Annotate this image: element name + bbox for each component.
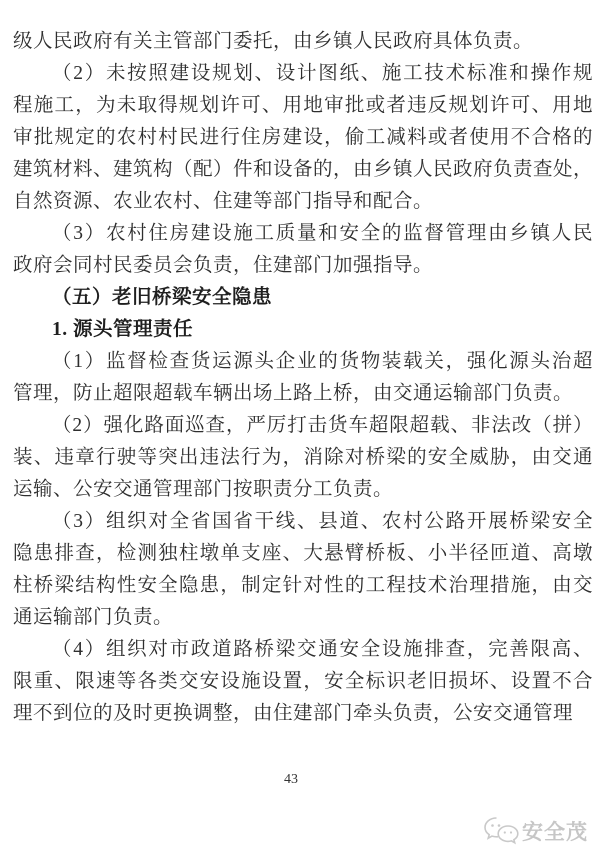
watermark-label: 安全茂 (522, 821, 588, 844)
document-line: 通运输部门负责。 (13, 607, 174, 628)
section-heading: （五）老旧桥梁安全隐患 (52, 287, 273, 308)
page-number: 43 (284, 772, 298, 787)
document-line: （3）农村住房建设施工质量和安全的监督管理由乡镇人民 (52, 223, 593, 244)
sub-heading: 1. 源头管理责任 (52, 319, 194, 340)
document-line: （2）强化路面巡查，严厉打击货车超限超载、非法改（拼） (52, 415, 593, 436)
document-line: （1）监督检查货运源头企业的货物装载关，强化源头治超 (52, 351, 593, 372)
document-line: 审批规定的农村村民进行住房建设，偷工减料或者使用不合格的 (13, 127, 593, 148)
document-line: 运输、公安交通管理部门按职责分工负责。 (13, 479, 394, 500)
document-line: 建筑材料、建筑构（配）件和设备的，由乡镇人民政府负责查处， (13, 159, 594, 180)
document-line: 装、违章行驶等突出违法行为，消除对桥梁的安全威胁，由交通 (13, 447, 593, 468)
document-line: 隐患排查，检测独柱墩单支座、大悬臂桥板、小半径匝道、高墩 (13, 543, 593, 564)
document-line: 程施工，为未取得规划许可、用地审批或者违反规划许可、用地 (13, 95, 593, 116)
document-line: 理不到位的及时更换调整，由住建部门牵头负责，公安交通管理 (13, 703, 574, 724)
document-line: 政府会同村民委员会负责，住建部门加强指导。 (13, 255, 434, 276)
document-line: （4）组织对市政道路桥梁交通安全设施排查，完善限高、 (52, 639, 593, 660)
document-line: 柱桥梁结构性安全隐患，制定针对性的工程技术治理措施，由交 (13, 575, 593, 596)
document-line: 管理，防止超限超载车辆出场上路上桥，由交通运输部门负责。 (13, 383, 574, 404)
document-body (13, 26, 593, 730)
document-line: 自然资源、农业农村、住建等部门指导和配合。 (13, 191, 434, 212)
document-line: 级人民政府有关主管部门委托，由乡镇人民政府具体负责。 (13, 31, 534, 52)
document-line: （2）未按照建设规划、设计图纸、施工技术标准和操作规 (52, 63, 593, 84)
watermark (483, 816, 588, 846)
document-line: 限重、限速等各类交安设施设置，安全标识老旧损坏、设置不合 (13, 671, 593, 692)
document-line: （3）组织对全省国省干线、县道、农村公路开展桥梁安全 (52, 511, 593, 532)
chat-bubbles-icon (483, 816, 519, 846)
